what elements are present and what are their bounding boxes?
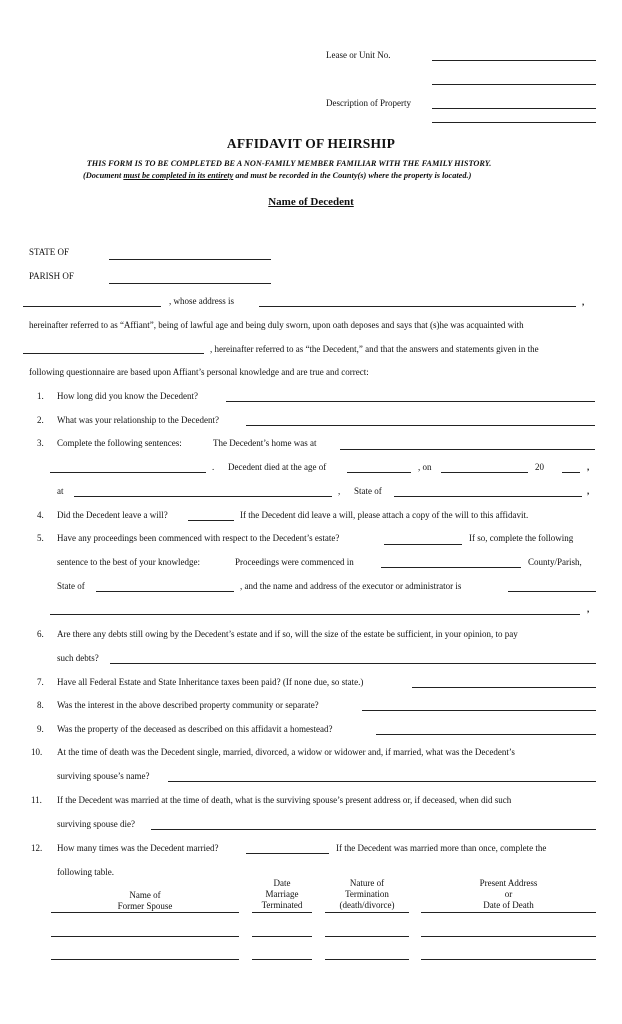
q10-answer-field[interactable]: [168, 781, 596, 782]
property-field-2[interactable]: [432, 122, 596, 123]
q5-state-field[interactable]: [96, 591, 234, 592]
q6-text: Are there any debts still owing by the Decedent’s estate and if so, will the size of the estate be sufficient, in your opinion, to pay: [57, 629, 518, 639]
q3-year-field[interactable]: [562, 472, 580, 473]
q3-year-prefix: 20: [535, 462, 544, 472]
q5-number: 5.: [37, 533, 44, 543]
lease-label: Lease or Unit No.: [326, 50, 391, 60]
table-cell-name-2[interactable]: [51, 936, 239, 937]
lease-field[interactable]: [432, 60, 596, 61]
q3-comma: ,: [587, 462, 590, 472]
q3-text: Complete the following sentences:: [57, 438, 182, 448]
decedent-name-field[interactable]: [23, 353, 204, 354]
q5-executor-field-2[interactable]: [50, 614, 580, 615]
q5-executor-field[interactable]: [508, 591, 596, 592]
q3-age-label: Decedent died at the age of: [228, 462, 327, 472]
table-cell-address-2[interactable]: [421, 936, 596, 937]
q12-text: How many times was the Decedent married?: [57, 843, 219, 853]
lease-field-2[interactable]: [432, 84, 596, 85]
q4-number: 4.: [37, 510, 44, 520]
q8-text: Was the interest in the above described property community or separate?: [57, 700, 319, 710]
q11-text: If the Decedent was married at the time of death, what is the surviving spouse’s present address or, if deceased, when did such: [57, 795, 512, 805]
q5-answer-field[interactable]: [384, 544, 462, 545]
q4-after-text: If the Decedent did leave a will, please attach a copy of the will to this affidavit.: [240, 510, 529, 520]
q5-commenced-label: Proceedings were commenced in: [235, 557, 354, 567]
q5-line2: sentence to the best of your knowledge:: [57, 557, 200, 567]
q2-text: What was your relationship to the Decedent?: [57, 415, 219, 425]
q7-number: 7.: [37, 677, 44, 687]
q3-number: 3.: [37, 438, 44, 448]
q3-at-label: at: [57, 486, 64, 496]
q3-on-label: , on: [418, 462, 432, 472]
whose-address-label: , whose address is: [169, 296, 234, 306]
q10-line2: surviving spouse’s name?: [57, 771, 150, 781]
q5-county-label: County/Parish,: [528, 557, 582, 567]
q10-text: At the time of death was the Decedent single, married, divorced, a widow or widower and, if married, what was the Decedent’s: [57, 747, 515, 757]
q3-place-field[interactable]: [74, 496, 332, 497]
table-header-address: Present Address or Date of Death: [479, 878, 538, 910]
questionnaire-text: following questionnaire are based upon Affiant’s personal knowledge and are true and correct:: [29, 367, 369, 377]
parish-of-label: PARISH OF: [29, 271, 74, 281]
q3-state-field[interactable]: [394, 496, 582, 497]
table-cell-address-3[interactable]: [421, 959, 596, 960]
q9-text: Was the property of the deceased as described on this affidavit a homestead?: [57, 724, 333, 734]
q5-state-label: State of: [57, 581, 85, 591]
q5-executor-label: , and the name and address of the executor or administrator is: [240, 581, 462, 591]
q5-county-field[interactable]: [381, 567, 521, 568]
q6-line2: such debts?: [57, 653, 99, 663]
q5-after-text: If so, complete the following: [469, 533, 574, 543]
q3-age-field[interactable]: [347, 472, 411, 473]
q5-text: Have any proceedings been commenced with respect to the Decedent’s estate?: [57, 533, 340, 543]
q3-home-label: The Decedent’s home was at: [213, 438, 317, 448]
table-header-name: Name of Former Spouse: [117, 890, 173, 911]
state-of-label: STATE OF: [29, 247, 70, 257]
q3-home-field[interactable]: [340, 449, 595, 450]
property-label: Description of Property: [326, 98, 411, 108]
q8-number: 8.: [37, 700, 44, 710]
table-header-date: Date Marriage Terminated: [261, 878, 303, 910]
table-cell-name-3[interactable]: [51, 959, 239, 960]
table-cell-address-1[interactable]: [421, 912, 596, 913]
property-field[interactable]: [432, 108, 596, 109]
q3-home-field-2[interactable]: [50, 472, 206, 473]
q12-after-text: If the Decedent was married more than once, complete the: [336, 843, 547, 853]
affiant-name-field[interactable]: [23, 306, 161, 307]
q12-number: 12.: [31, 843, 43, 853]
q1-number: 1.: [37, 391, 44, 401]
q3-date-field[interactable]: [441, 472, 528, 473]
table-cell-nature-3[interactable]: [325, 959, 409, 960]
q7-text: Have all Federal Estate and State Inheritance taxes been paid? (If none due, so state.): [57, 677, 364, 687]
q1-answer-field[interactable]: [226, 401, 595, 402]
page-title: AFFIDAVIT OF HEIRSHIP: [226, 136, 396, 151]
q3-comma-2: ,: [338, 486, 341, 496]
q3-period: .: [212, 462, 215, 472]
instructions-line-2: (Document must be completed in its entirety and must be recorded in the County(s) where the property is located.): [83, 171, 472, 180]
q5-comma: ,: [587, 604, 590, 614]
comma: ,: [582, 297, 585, 307]
subtitle-name-of-decedent: Name of Decedent: [268, 196, 354, 208]
q2-number: 2.: [37, 415, 44, 425]
decedent-text: , hereinafter referred to as “the Decedent,” and that the answers and statements given in the: [210, 344, 539, 354]
table-cell-date-3[interactable]: [252, 959, 312, 960]
q8-answer-field[interactable]: [362, 710, 596, 711]
affiant-text: hereinafter referred to as “Affiant”, being of lawful age and being duly sworn, upon oath deposes and says that (s)he was acquainted with: [29, 320, 524, 330]
table-cell-nature-1[interactable]: [325, 912, 409, 913]
table-cell-nature-2[interactable]: [325, 936, 409, 937]
q4-text: Did the Decedent leave a will?: [57, 510, 168, 520]
table-cell-name-1[interactable]: [51, 912, 239, 913]
q6-answer-field[interactable]: [110, 663, 596, 664]
affiant-address-field[interactable]: [259, 306, 576, 307]
q2-answer-field[interactable]: [246, 425, 595, 426]
instructions-line-1: THIS FORM IS TO BE COMPLETED BE A NON-FAMILY MEMBER FAMILIAR WITH THE FAMILY HISTORY.: [86, 159, 492, 168]
q11-number: 11.: [31, 795, 42, 805]
q11-line2: surviving spouse die?: [57, 819, 135, 829]
q3-state-label: State of: [354, 486, 382, 496]
q9-number: 9.: [37, 724, 44, 734]
q12-answer-field[interactable]: [246, 853, 329, 854]
q9-answer-field[interactable]: [376, 734, 596, 735]
q12-line2: following table.: [57, 867, 114, 877]
q10-number: 10.: [31, 747, 43, 757]
q3-comma-3: ,: [587, 486, 590, 496]
q7-answer-field[interactable]: [412, 687, 596, 688]
table-cell-date-2[interactable]: [252, 936, 312, 937]
q1-text: How long did you know the Decedent?: [57, 391, 198, 401]
q6-number: 6.: [37, 629, 44, 639]
table-cell-date-1[interactable]: [252, 912, 312, 913]
q11-answer-field[interactable]: [151, 829, 596, 830]
q4-answer-field[interactable]: [188, 520, 234, 521]
parish-field[interactable]: [109, 283, 271, 284]
state-field[interactable]: [109, 259, 271, 260]
table-header-nature: Nature of Termination (death/divorce): [339, 878, 395, 910]
